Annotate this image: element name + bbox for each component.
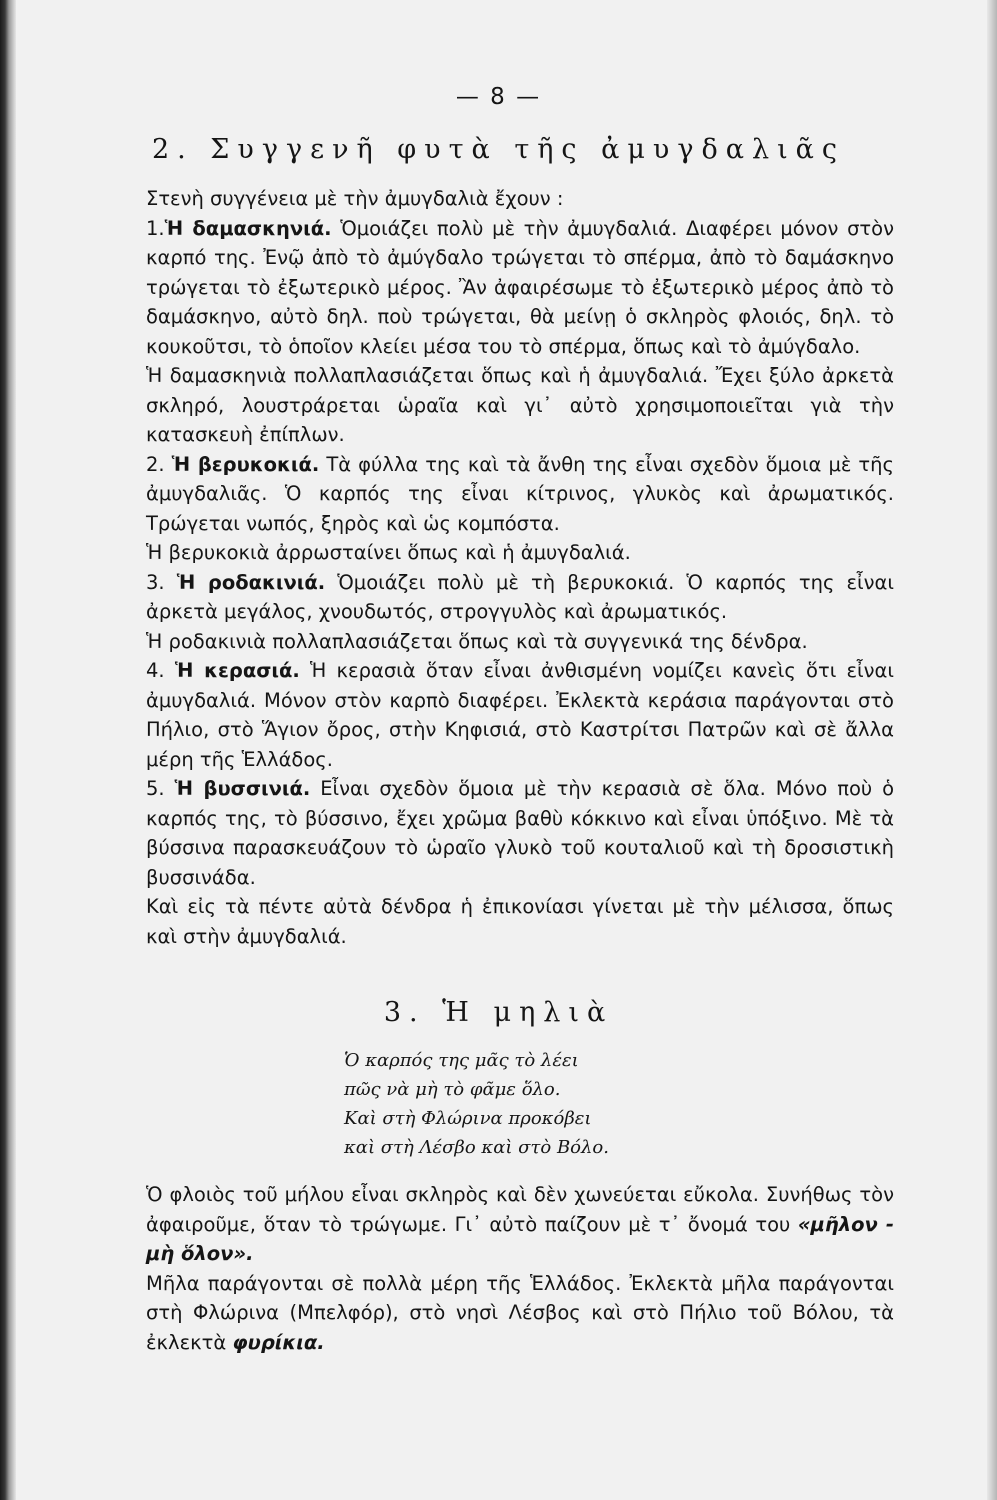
page-binding-edge [0,0,16,1500]
item-3-paragraph-2: Ἡ ροδακινιὰ πολλαπλασιάζεται ὅπως καὶ τὰ συγγενικά της δένδρα. [146,629,808,653]
item-1-paragraph-2: Ἡ δαμασκηνιὰ πολλαπλασιάζεται ὅπως καὶ ἡ ἀμυγδαλιά. Ἔχει ξύλο ἀρκετὰ σκληρό, λουστράρεται ὡραῖα καὶ γι᾽ αὐτὸ χρησιμοποιεῖται γιὰ τὴν κατασκευὴ ἐπίπλων. [146,364,894,446]
item-2-text: Τὰ φύλλα της καὶ τὰ ἄνθη της εἶναι σχεδὸν ὅμοια μὲ τῆς ἀμυγδαλιᾶς. Ὁ καρπός της εἶναι κίτρινος, γλυκὸς καὶ ἀρωματικός. Τρώγεται νωπός, ξηρὸς καὶ ὡς κομπόστα. [146,452,894,535]
apple-wordplay: «μῆλον - μὴ ὅλον». [146,1212,895,1265]
item-2-paragraph [146,450,894,539]
page-number: — 8 — [455,84,542,110]
poem-line: καὶ στὴ Λέσβο καὶ στὸ Βόλο. [344,1137,609,1158]
poem-line: πῶς νὰ μὴ τὸ φᾶμε ὅλο. [344,1079,561,1100]
poem-line: Ὁ καρπός της μᾶς τὸ λέει [344,1050,579,1071]
item-3-number: 3. [146,570,165,594]
item-3-text: Ὁμοιάζει πολὺ μὲ τὴ βερυκοκιά. Ὁ καρπός της εἶναι ἀρκετὰ μεγάλος, χνουδωτός, στρογγυλὸς καὶ ἀρωματικός. [146,570,895,623]
item-2-number: 2. [146,452,165,476]
closing-paragraph: Καὶ εἰς τὰ πέντε αὐτὰ δένδρα ἡ ἐπικονίασι γίνεται μὲ τὴν μέλισσα, ὅπως καὶ στὴν ἀμυγδαλιά. [146,895,894,948]
item-2-paragraph-2: Ἡ βερυκοκιὰ ἀρρωσταίνει ὅπως καὶ ἡ ἀμυγδαλιά. [146,541,631,564]
apple-paragraph-2 [146,1269,894,1358]
item-1-number: 1. [146,216,165,240]
item-2-name: Ἡ βερυκοκιά. [171,452,320,476]
item-4-number: 4. [146,659,165,682]
item-5-name: Ἡ βυσσινιά. [174,777,311,800]
apple-paragraph-2-text: Μῆλα παράγονται σὲ πολλὰ μέρη τῆς Ἑλλάδος. Ἐκλεκτὰ μῆλα παράγονται στὴ Φλώρινα (Μπελφόρ), στὸ νησὶ Λέσβος καὶ στὸ Πήλιο τοῦ Βόλου, τὰ ἐκλεκτὰ [146,1271,894,1354]
item-5-text: Εἶναι σχεδὸν ὅμοια μὲ τὴν κερασιὰ σὲ ὅλα. Μόνο ποὺ ὁ καρπός της, τὸ βύσσινο, ἔχει χρῶμα βαθὺ κόκκινο καὶ εἶναι ὑπόξινο. Μὲ τὰ βύσσινα παρασκευάζουν τὸ ὡραῖο γλυκὸ τοῦ κουταλιοῦ καὶ τὴ δροσιστικὴ βυσσινάδα. [146,777,895,889]
section-3-body [146,1180,894,1357]
item-5-paragraph [146,774,894,892]
item-1-paragraph [146,214,894,362]
page-right-edge [987,0,997,1500]
item-4-name: Ἡ κερασιά. [174,659,300,682]
item-1-name: Ἡ δαμασκηνιά. [164,216,332,240]
apple-paragraph-1-text: Ὁ φλοιὸς τοῦ μήλου εἶναι σκληρὸς καὶ δὲν χωνεύεται εὔκολα. Συνήθως τὸν ἀφαιροῦμε, ὅταν τὸ τρώγωμε. Γι᾽ αὐτὸ παίζουν μὲ τ᾽ ὄνομά του [146,1183,894,1236]
item-5-number: 5. [146,777,165,800]
poem [344,1046,764,1162]
section-2-title: 2. Συγγενῆ φυτὰ τῆς ἀμυγδαλιᾶς [151,134,846,165]
apple-variety: φυρίκια. [232,1330,325,1354]
item-3-paragraph [146,568,894,627]
item-1-text: Ὁμοιάζει πολὺ μὲ τὴν ἀμυγδαλιά. Διαφέρει μόνον στὸν καρπό της. Ἐνῷ ἀπὸ τὸ ἀμύγδαλο τρώγεται τὸ σπέρμα, ἀπὸ τὸ δαμάσκηνο τρώγεται τὸ ἐξωτερικὸ μέρος. Ἂν ἀφαιρέσωμε τὸ ἐξωτερικὸ μέρος ἀπὸ τὸ δαμάσκηνο, αὐτὸ δηλ. ποὺ τρώγεται, θὰ μείνῃ ὁ σκληρὸς φλοιός, δηλ. τὸ κουκοῦτσι, τὸ ὁποῖον κλείει μέσα του τὸ σπέρμα, ὅπως καὶ τὸ ἀμύγδαλο. [146,216,894,358]
section-2-body [146,184,894,951]
section-3-title: 3. Ἡ μηλιὰ [383,997,614,1028]
item-3-name: Ἡ ροδακινιά. [176,570,326,594]
apple-paragraph-1 [146,1180,894,1269]
item-4-text: Ἡ κερασιὰ ὅταν εἶναι ἀνθισμένη νομίζει κανεὶς ὅτι εἶναι ἀμυγδαλιά. Μόνον στὸν καρπὸ διαφέρει. Ἐκλεκτὰ κεράσια παράγονται στὸ Πήλιο, στὸ Ἅγιον ὄρος, στὴν Κηφισιά, στὸ Καστρίτσι Πατρῶν καὶ σὲ ἄλλα μέρη τῆς Ἑλλάδος. [146,659,894,771]
poem-line: Καὶ στὴ Φλώρινα προκόβει [344,1108,592,1129]
intro-paragraph: Στενὴ συγγένεια μὲ τὴν ἀμυγδαλιὰ ἔχουν : [146,187,564,210]
item-4-paragraph [146,656,894,774]
